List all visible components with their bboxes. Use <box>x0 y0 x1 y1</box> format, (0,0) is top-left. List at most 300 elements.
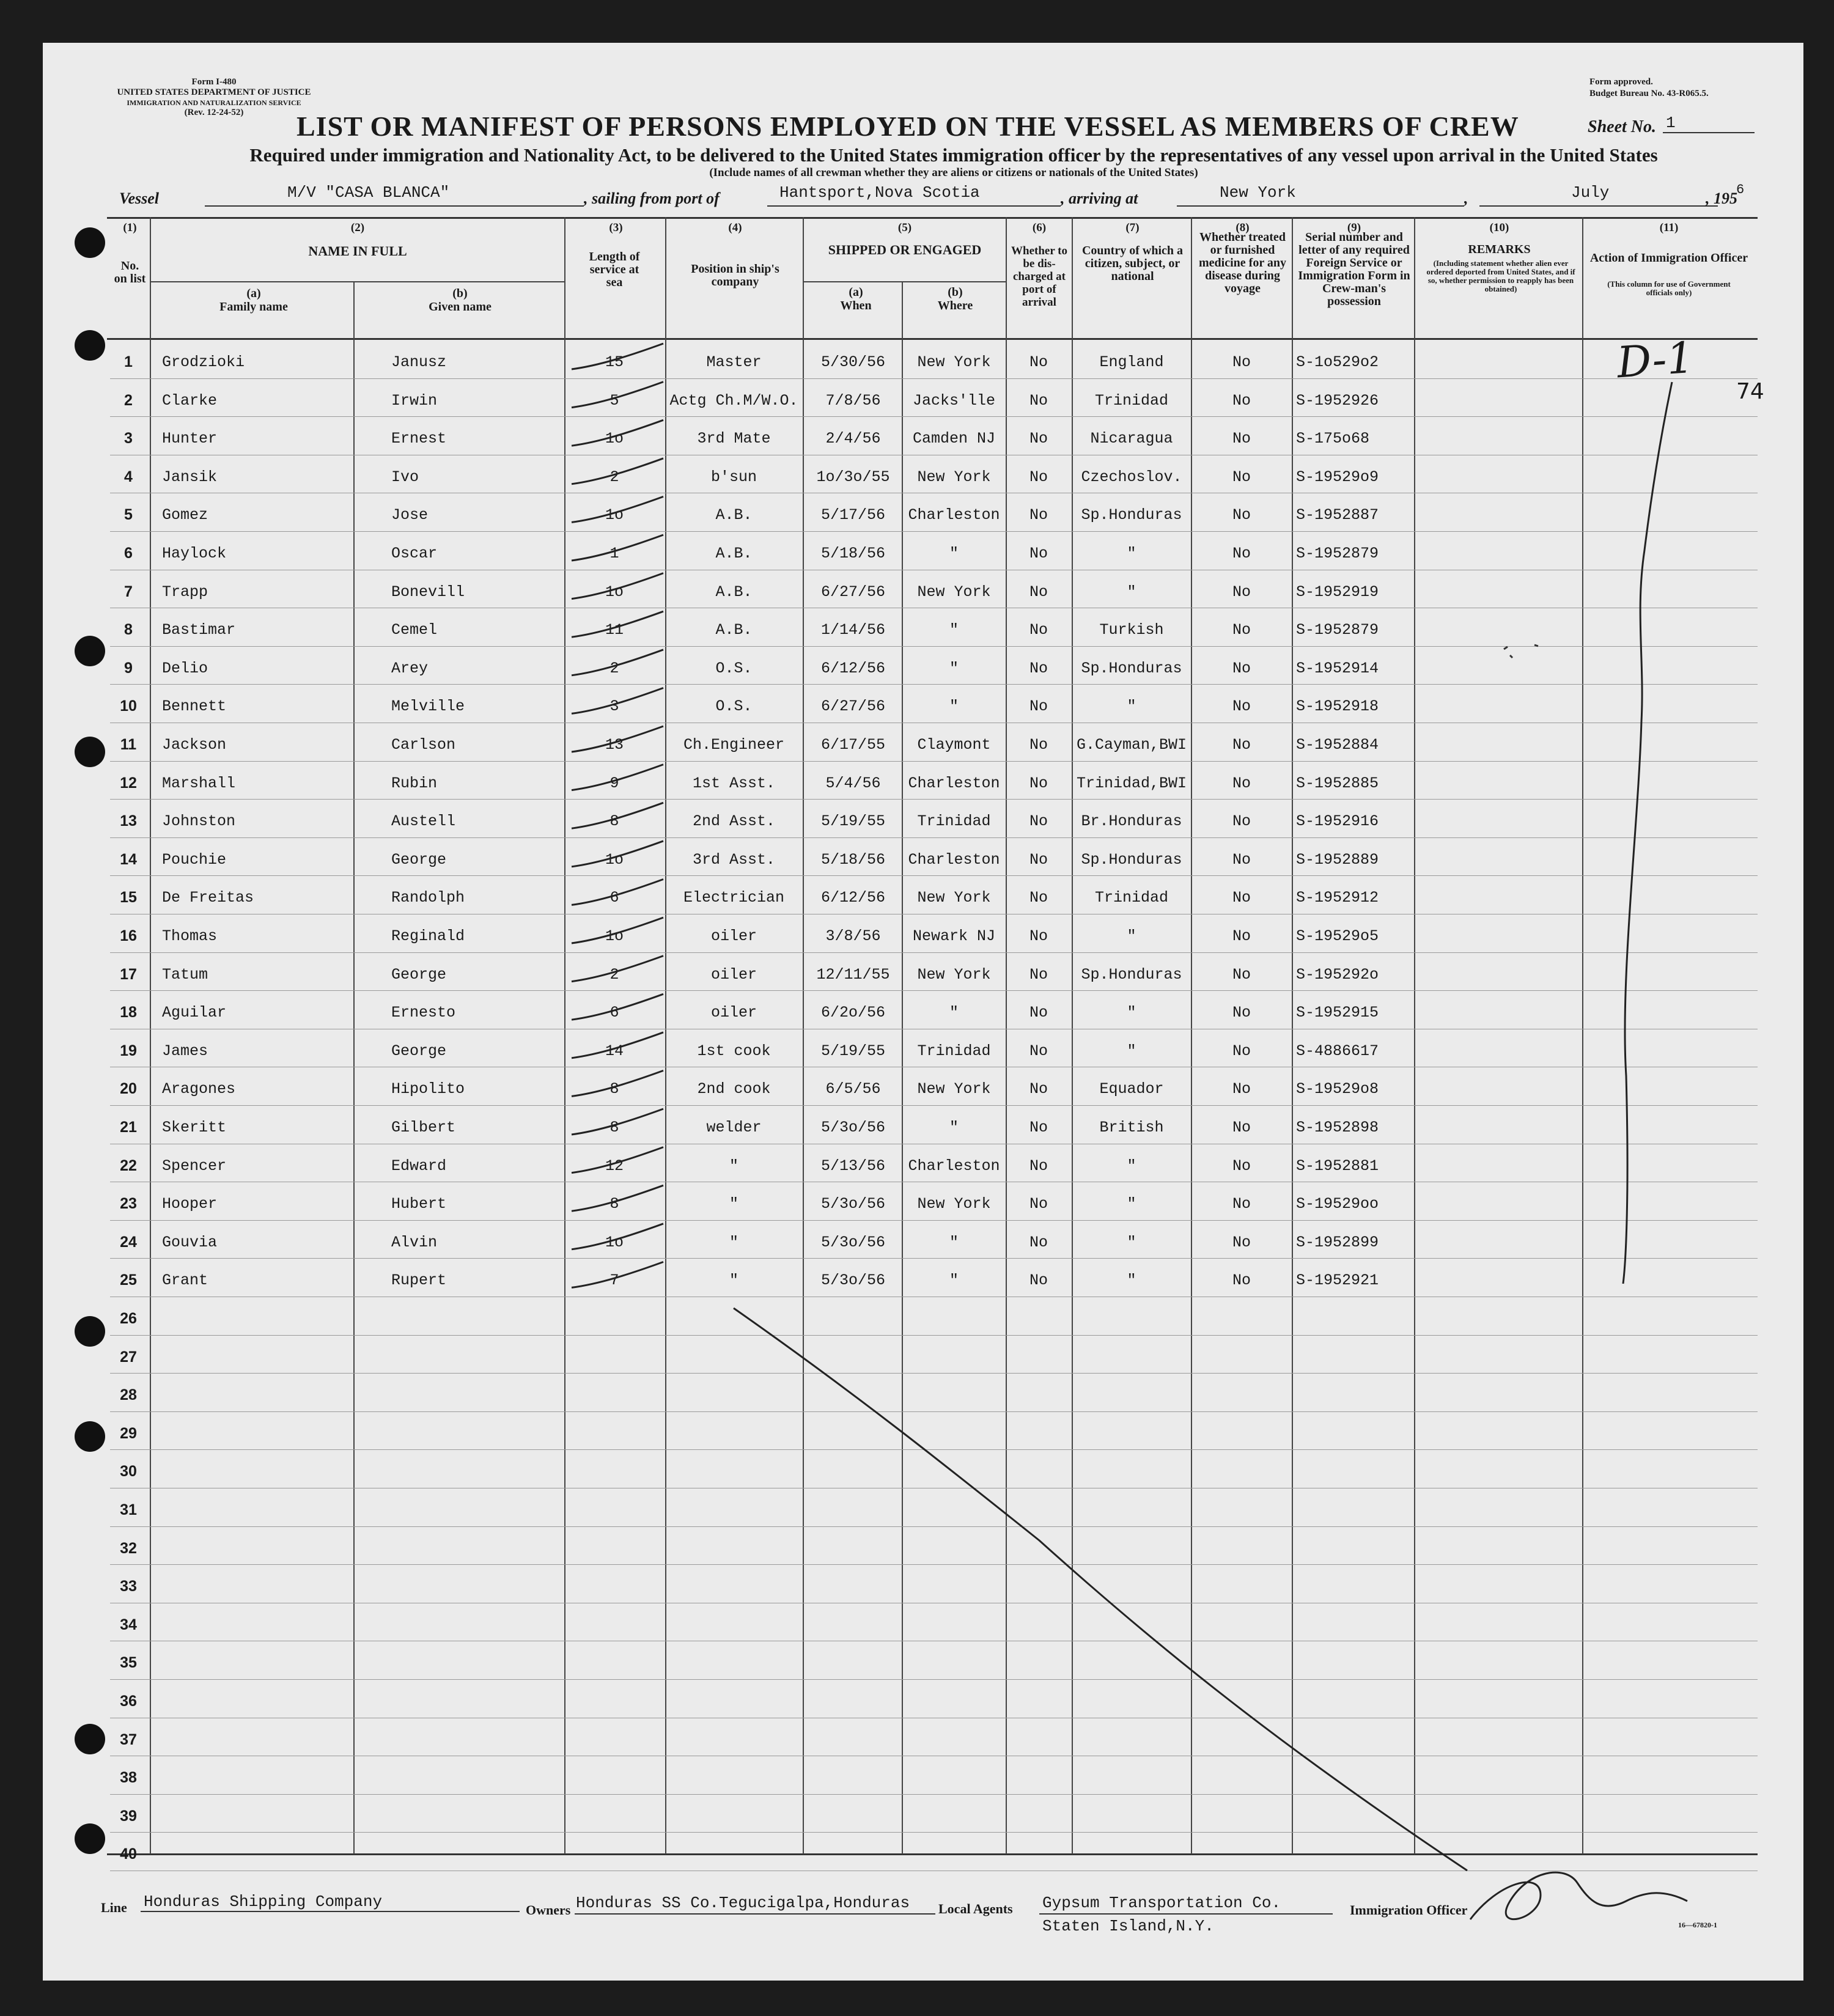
service-checkmark <box>572 496 663 522</box>
cell-given: Austell <box>391 812 456 831</box>
cell-where: " <box>949 1233 959 1251</box>
cell-family: Jackson <box>162 736 227 754</box>
cell-given: Irwin <box>391 391 438 410</box>
action-mark: D-1 <box>1615 332 1696 388</box>
cell-when: 5/19/55 <box>820 812 886 831</box>
cell-where: New York <box>917 1080 991 1098</box>
row-number: 22 <box>120 1157 137 1174</box>
cell-service: 11 <box>605 621 624 639</box>
cell-when: 5/3o/56 <box>820 1233 886 1251</box>
cell-family: Grant <box>162 1271 208 1290</box>
service-checkmark <box>572 803 663 828</box>
header-name-in-full: NAME IN FULL <box>308 243 407 259</box>
cell-when: 5/19/55 <box>820 1042 886 1060</box>
cell-family: Trapp <box>162 583 208 601</box>
cell-serial: S-1952918 <box>1296 697 1379 716</box>
service-checkmark <box>572 382 663 408</box>
sheet-label: Sheet No. <box>1588 117 1656 136</box>
cell-discharged: No <box>1029 1271 1048 1290</box>
cell-where: New York <box>917 468 991 486</box>
cell-country: Turkish <box>1099 621 1164 639</box>
cell-discharged: No <box>1029 1042 1048 1060</box>
service-checkmark <box>572 650 663 675</box>
row-number: 7 <box>124 583 133 600</box>
row-number: 20 <box>120 1080 137 1098</box>
cell-when: 5/4/56 <box>825 774 881 792</box>
cell-discharged: No <box>1029 621 1048 639</box>
cell-discharged: No <box>1029 1080 1048 1098</box>
cell-position: Ch.Engineer <box>683 736 785 754</box>
form-revision: (Rev. 12-24-52) <box>184 108 244 117</box>
cell-country: England <box>1099 353 1164 371</box>
cell-position: A.B. <box>715 545 753 562</box>
cell-treated: No <box>1232 506 1251 524</box>
cell-serial: S-1952884 <box>1296 736 1379 754</box>
row-number: 38 <box>120 1769 137 1787</box>
cell-family: Tatum <box>162 965 208 984</box>
header-treated: Whether treated or furnished medicine for any disease during voyage <box>1199 230 1286 295</box>
col-11-number: (11) <box>1659 221 1679 234</box>
cell-country: Sp.Honduras <box>1081 506 1182 524</box>
cell-when: 5/3o/56 <box>820 1271 886 1290</box>
header-remarks-note: (Including statement whether alien ever ordered deported from United States, and if so, whether permission to reapply has been obtained) <box>1426 259 1575 293</box>
arrival-month: July <box>1571 183 1610 202</box>
cell-when: 3/8/56 <box>825 927 881 945</box>
cell-position: 2nd Asst. <box>692 812 776 831</box>
cell-service: 12 <box>605 1157 624 1175</box>
cell-given: Arey <box>391 659 429 677</box>
cell-treated: No <box>1232 353 1251 371</box>
cell-when: 6/2o/56 <box>820 1004 886 1022</box>
col-7-number: (7) <box>1125 221 1140 234</box>
cell-when: 6/27/56 <box>820 697 886 716</box>
cell-family: Jansik <box>162 468 218 486</box>
row-number: 11 <box>120 736 137 753</box>
cell-where: " <box>949 659 959 677</box>
cell-serial: S-1952916 <box>1296 812 1379 831</box>
row-number: 3 <box>124 430 133 447</box>
row-number: 30 <box>120 1463 137 1481</box>
cell-given: Ernest <box>391 430 447 448</box>
cell-service: 8 <box>609 1195 619 1213</box>
service-checkmark <box>572 688 663 713</box>
header-action: Action of Immigration Officer <box>1589 251 1748 265</box>
cell-family: Aragones <box>162 1080 236 1098</box>
col-1-number: (1) <box>123 221 137 234</box>
cell-serial: S-19529o5 <box>1296 927 1379 945</box>
cell-family: Spencer <box>162 1157 227 1175</box>
cell-service: 8 <box>609 812 619 831</box>
cell-given: Jose <box>391 506 429 524</box>
cell-country: British <box>1099 1119 1164 1136</box>
date-comma: , <box>1464 189 1468 207</box>
row-number: 21 <box>120 1119 137 1136</box>
cell-discharged: No <box>1029 1195 1048 1213</box>
cell-given: Carlson <box>391 736 456 754</box>
cell-where: " <box>949 697 959 716</box>
service-checkmark <box>572 956 663 982</box>
cell-position: oiler <box>710 927 757 945</box>
cell-discharged: No <box>1029 850 1048 869</box>
local-agents-label: Local Agents <box>938 1901 1013 1916</box>
cell-position: 3rd Mate <box>697 430 771 448</box>
header-serial: Serial number and letter of any required Foreign Service or Immigration Form in Crew-man's possession <box>1298 230 1410 308</box>
form-number: Form I-480 <box>191 77 237 87</box>
cell-position: 2nd cook <box>697 1080 771 1098</box>
owners-label: Owners <box>526 1902 571 1918</box>
cell-country: " <box>1127 1233 1136 1251</box>
cell-given: Ivo <box>391 468 419 486</box>
cell-treated: No <box>1232 774 1251 792</box>
row-number: 27 <box>120 1348 137 1366</box>
row-number: 40 <box>120 1845 137 1863</box>
cell-service: 1o <box>605 583 624 601</box>
cell-discharged: No <box>1029 468 1048 486</box>
cell-serial: S-1952887 <box>1296 506 1379 524</box>
cell-where: New York <box>917 583 991 601</box>
header-discharged: Whether to be dis-charged at port of arrival <box>1011 245 1067 309</box>
cell-treated: No <box>1232 430 1251 448</box>
service-checkmark <box>572 611 663 637</box>
cell-where: " <box>949 1271 959 1290</box>
row-number: 34 <box>120 1616 137 1633</box>
cell-treated: No <box>1232 1157 1251 1175</box>
cell-given: Bonevill <box>391 583 465 601</box>
cell-discharged: No <box>1029 1004 1048 1022</box>
cell-country: " <box>1127 583 1136 601</box>
header-no-on-list: No. on list <box>114 259 146 285</box>
cell-position: 3rd Asst. <box>692 850 776 869</box>
cell-treated: No <box>1232 812 1251 831</box>
cell-position: O.S. <box>715 697 753 716</box>
cell-service: 1o <box>605 1233 624 1251</box>
cell-treated: No <box>1232 965 1251 984</box>
row-number: 31 <box>120 1501 137 1518</box>
cell-where: " <box>949 1004 959 1022</box>
cell-when: 12/11/55 <box>816 965 890 984</box>
cell-service: 6 <box>609 889 619 907</box>
cell-country: Trinidad <box>1094 889 1169 907</box>
cell-serial: S-19529o8 <box>1296 1080 1379 1098</box>
cell-given: Rupert <box>391 1271 447 1290</box>
line-value: Honduras Shipping Company <box>144 1893 383 1911</box>
row-number: 15 <box>120 889 137 907</box>
row-number: 28 <box>120 1386 137 1404</box>
row-number: 25 <box>120 1271 137 1289</box>
col-2-number: (2) <box>350 221 365 234</box>
cell-position: oiler <box>710 965 757 984</box>
cell-when: 2/4/56 <box>825 430 881 448</box>
cell-family: Johnston <box>162 812 236 831</box>
cell-position: welder <box>706 1119 762 1136</box>
cell-where: Charleston <box>908 1157 1000 1175</box>
row-number: 4 <box>124 468 133 485</box>
cell-country: " <box>1127 927 1136 945</box>
sheet-number: 1 <box>1666 114 1676 132</box>
header-b-marker: (b) <box>452 287 468 300</box>
cell-position: 1st cook <box>697 1042 771 1060</box>
cell-country: " <box>1127 1195 1136 1213</box>
cell-position: " <box>729 1195 738 1213</box>
row-number: 10 <box>120 697 137 715</box>
cell-where: Charleston <box>908 506 1000 524</box>
cell-service: 9 <box>609 774 619 792</box>
cell-discharged: No <box>1029 889 1048 907</box>
row-number: 36 <box>120 1693 137 1710</box>
cell-given: Hubert <box>391 1195 447 1213</box>
cell-where: " <box>949 621 959 639</box>
cell-position: A.B. <box>715 506 753 524</box>
cell-country: Equador <box>1099 1080 1164 1098</box>
cell-where: New York <box>917 1195 991 1213</box>
cell-given: Cemel <box>391 621 438 639</box>
immigration-officer-label: Immigration Officer <box>1350 1902 1468 1918</box>
row-number: 32 <box>120 1539 137 1557</box>
service-checkmark <box>572 344 663 369</box>
cell-position: A.B. <box>715 621 753 639</box>
cell-serial: S-1952889 <box>1296 850 1379 869</box>
cell-discharged: No <box>1029 697 1048 716</box>
service-checkmark <box>572 879 663 905</box>
cell-when: 5/18/56 <box>820 850 886 869</box>
cell-serial: S-1952919 <box>1296 583 1379 601</box>
service-checkmark <box>572 1109 663 1135</box>
cell-serial: S-1952898 <box>1296 1119 1379 1136</box>
cell-service: 5 <box>609 391 619 410</box>
cell-family: Marshall <box>162 774 236 792</box>
print-code: 16—67820-1 <box>1678 1921 1717 1929</box>
cell-serial: S-1952914 <box>1296 659 1379 677</box>
cell-serial: S-4886617 <box>1296 1042 1379 1060</box>
sailing-from-label: , sailing from port of <box>584 189 720 207</box>
cell-treated: No <box>1232 621 1251 639</box>
cell-position: " <box>729 1271 738 1290</box>
cell-discharged: No <box>1029 391 1048 410</box>
header-where: Where <box>937 299 973 312</box>
cell-given: Ernesto <box>391 1004 456 1022</box>
cell-treated: No <box>1232 1195 1251 1213</box>
cell-discharged: No <box>1029 659 1048 677</box>
row-number: 37 <box>120 1731 137 1748</box>
cell-position: O.S. <box>715 659 753 677</box>
cell-family: De Freitas <box>162 889 254 907</box>
col-10-number: (10) <box>1489 221 1509 234</box>
cell-family: Skeritt <box>162 1119 227 1136</box>
line-label: Line <box>101 1900 127 1915</box>
cell-serial: S-1o529o2 <box>1296 353 1379 371</box>
service-checkmark <box>572 458 663 484</box>
header-length-of-service: Length of service at sea <box>589 250 640 289</box>
cell-where: Trinidad <box>917 812 991 831</box>
cell-serial: S-19529oo <box>1296 1195 1379 1213</box>
cell-given: Melville <box>391 697 465 716</box>
service-checkmark <box>572 420 663 446</box>
vessel-label: Vessel <box>119 189 159 207</box>
row-number: 1 <box>124 353 133 370</box>
col-9-number: (9) <box>1347 221 1361 234</box>
service-checkmark <box>572 535 663 561</box>
cell-where: New York <box>917 889 991 907</box>
row-number: 19 <box>120 1042 137 1059</box>
local-agents-value: Gypsum Transportation Co. <box>1042 1894 1281 1912</box>
budget-bureau-no: Budget Bureau No. 43-R065.5. <box>1589 89 1709 98</box>
cell-given: Oscar <box>391 545 438 562</box>
cell-when: 1o/3o/55 <box>816 468 890 486</box>
col-6-number: (6) <box>1032 221 1047 234</box>
cell-serial: S-1952921 <box>1296 1271 1379 1290</box>
header-shipped-or-engaged: SHIPPED OR ENGAGED <box>828 242 982 257</box>
sailing-from-port: Hantsport,Nova Scotia <box>779 183 980 202</box>
cell-family: Hunter <box>162 430 218 448</box>
cell-serial: S-1952881 <box>1296 1157 1379 1175</box>
header-given-name: Given name <box>429 300 492 314</box>
cell-position: oiler <box>710 1004 757 1022</box>
cell-treated: No <box>1232 736 1251 754</box>
cell-service: 6 <box>609 1004 619 1022</box>
cell-serial: S-1952879 <box>1296 621 1379 639</box>
cell-service: 13 <box>605 736 624 754</box>
cell-given: Hipolito <box>391 1080 465 1098</box>
cell-treated: No <box>1232 927 1251 945</box>
cell-discharged: No <box>1029 1233 1048 1251</box>
cell-country: " <box>1127 1004 1136 1022</box>
service-checkmark <box>572 1147 663 1173</box>
cell-when: 6/12/56 <box>820 659 886 677</box>
service-checkmark <box>572 573 663 599</box>
service-checkmark <box>572 841 663 867</box>
cell-position: A.B. <box>715 583 753 601</box>
cell-service: 2 <box>609 659 619 677</box>
cell-service: 1o <box>605 927 624 945</box>
year-digit: 6 <box>1736 182 1745 197</box>
cell-position: " <box>729 1233 738 1251</box>
col-4-number: (4) <box>728 221 742 234</box>
cell-where: Jacks'lle <box>912 391 996 410</box>
cell-family: Haylock <box>162 545 227 562</box>
owners-value: Honduras SS Co.Tegucigalpa,Honduras <box>576 1894 910 1912</box>
row-number: 33 <box>120 1578 137 1595</box>
cell-where: Trinidad <box>917 1042 991 1060</box>
row-number: 12 <box>120 774 137 792</box>
cell-country: Sp.Honduras <box>1081 659 1182 677</box>
cell-when: 1/14/56 <box>820 621 886 639</box>
cell-country: Br.Honduras <box>1081 812 1182 831</box>
service-checkmark <box>572 765 663 790</box>
service-checkmark <box>572 726 663 752</box>
cell-when: 5/3o/56 <box>820 1119 886 1136</box>
cell-service: 15 <box>605 353 624 371</box>
cell-when: 5/3o/56 <box>820 1195 886 1213</box>
cell-given: Edward <box>391 1157 447 1175</box>
col-3-number: (3) <box>609 221 623 234</box>
cell-service: 3 <box>609 697 619 716</box>
cell-discharged: No <box>1029 583 1048 601</box>
cell-serial: S-1952912 <box>1296 889 1379 907</box>
cell-discharged: No <box>1029 353 1048 371</box>
cell-serial: S-19529o9 <box>1296 468 1379 486</box>
cell-discharged: No <box>1029 736 1048 754</box>
cell-service: 1 <box>609 545 619 562</box>
cell-family: Aguilar <box>162 1004 227 1022</box>
header-where-marker: (b) <box>948 285 963 299</box>
cell-service: 14 <box>605 1042 624 1060</box>
row-number: 35 <box>120 1654 137 1672</box>
cell-country: " <box>1127 1271 1136 1290</box>
cell-country: Sp.Honduras <box>1081 965 1182 984</box>
cell-given: Rubin <box>391 774 438 792</box>
cell-where: New York <box>917 965 991 984</box>
department-name: UNITED STATES DEPARTMENT OF JUSTICE <box>117 87 311 97</box>
cell-discharged: No <box>1029 506 1048 524</box>
cell-treated: No <box>1232 850 1251 869</box>
cell-treated: No <box>1232 1042 1251 1060</box>
vessel-name: M/V "CASA BLANCA" <box>287 183 450 202</box>
service-checkmark <box>572 1185 663 1211</box>
cell-country: " <box>1127 545 1136 562</box>
cell-when: 6/5/56 <box>825 1080 881 1098</box>
cell-discharged: No <box>1029 812 1048 831</box>
cell-country: " <box>1127 1042 1136 1060</box>
cell-treated: No <box>1232 1080 1251 1098</box>
cell-where: " <box>949 545 959 562</box>
row-number: 26 <box>120 1310 137 1327</box>
document-subtitle: Required under immigration and Nationality Act, to be delivered to the United States immigration officer by the representatives of any vessel upon arrival in the United States <box>249 144 1658 166</box>
cell-discharged: No <box>1029 1119 1048 1136</box>
cell-country: Trinidad,BWI <box>1076 774 1187 792</box>
row-number: 9 <box>124 659 133 677</box>
cell-when: 6/12/56 <box>820 889 886 907</box>
form-approved: Form approved. <box>1589 77 1653 87</box>
cell-family: Clarke <box>162 391 218 410</box>
cell-treated: No <box>1232 1233 1251 1251</box>
row-number: 29 <box>120 1424 137 1442</box>
row-number: 8 <box>124 621 133 639</box>
cell-given: Janusz <box>391 353 447 371</box>
cell-position: " <box>729 1157 738 1175</box>
cell-service: 8 <box>609 1119 619 1136</box>
cell-family: Thomas <box>162 927 218 945</box>
cell-when: 5/30/56 <box>820 353 886 371</box>
service-checkmark <box>572 994 663 1020</box>
cell-family: Hooper <box>162 1195 218 1213</box>
cell-service: 1o <box>605 430 624 448</box>
cell-treated: No <box>1232 1004 1251 1022</box>
cell-service: 2 <box>609 965 619 984</box>
cell-treated: No <box>1232 889 1251 907</box>
row-number: 18 <box>120 1004 137 1021</box>
cell-country: G.Cayman,BWI <box>1076 736 1187 754</box>
service-checkmark <box>572 1224 663 1249</box>
cell-position: Master <box>706 353 762 371</box>
cell-when: 5/13/56 <box>820 1157 886 1175</box>
service-checkmark <box>572 1262 663 1287</box>
cell-family: Gomez <box>162 506 208 524</box>
cell-serial: S-1952926 <box>1296 391 1379 410</box>
cell-family: Grodzioki <box>162 353 245 371</box>
row-number: 5 <box>124 506 133 524</box>
cell-given: George <box>391 1042 447 1060</box>
cell-treated: No <box>1232 659 1251 677</box>
cell-discharged: No <box>1029 430 1048 448</box>
cell-country: " <box>1127 697 1136 716</box>
cell-position: Actg Ch.M/W.O. <box>669 391 798 410</box>
arriving-port: New York <box>1220 183 1296 202</box>
cell-family: Pouchie <box>162 850 227 869</box>
cell-discharged: No <box>1029 545 1048 562</box>
header-action-note: (This column for use of Government officials only) <box>1607 279 1731 297</box>
row-number: 39 <box>120 1807 137 1825</box>
cell-service: 8 <box>609 1080 619 1098</box>
